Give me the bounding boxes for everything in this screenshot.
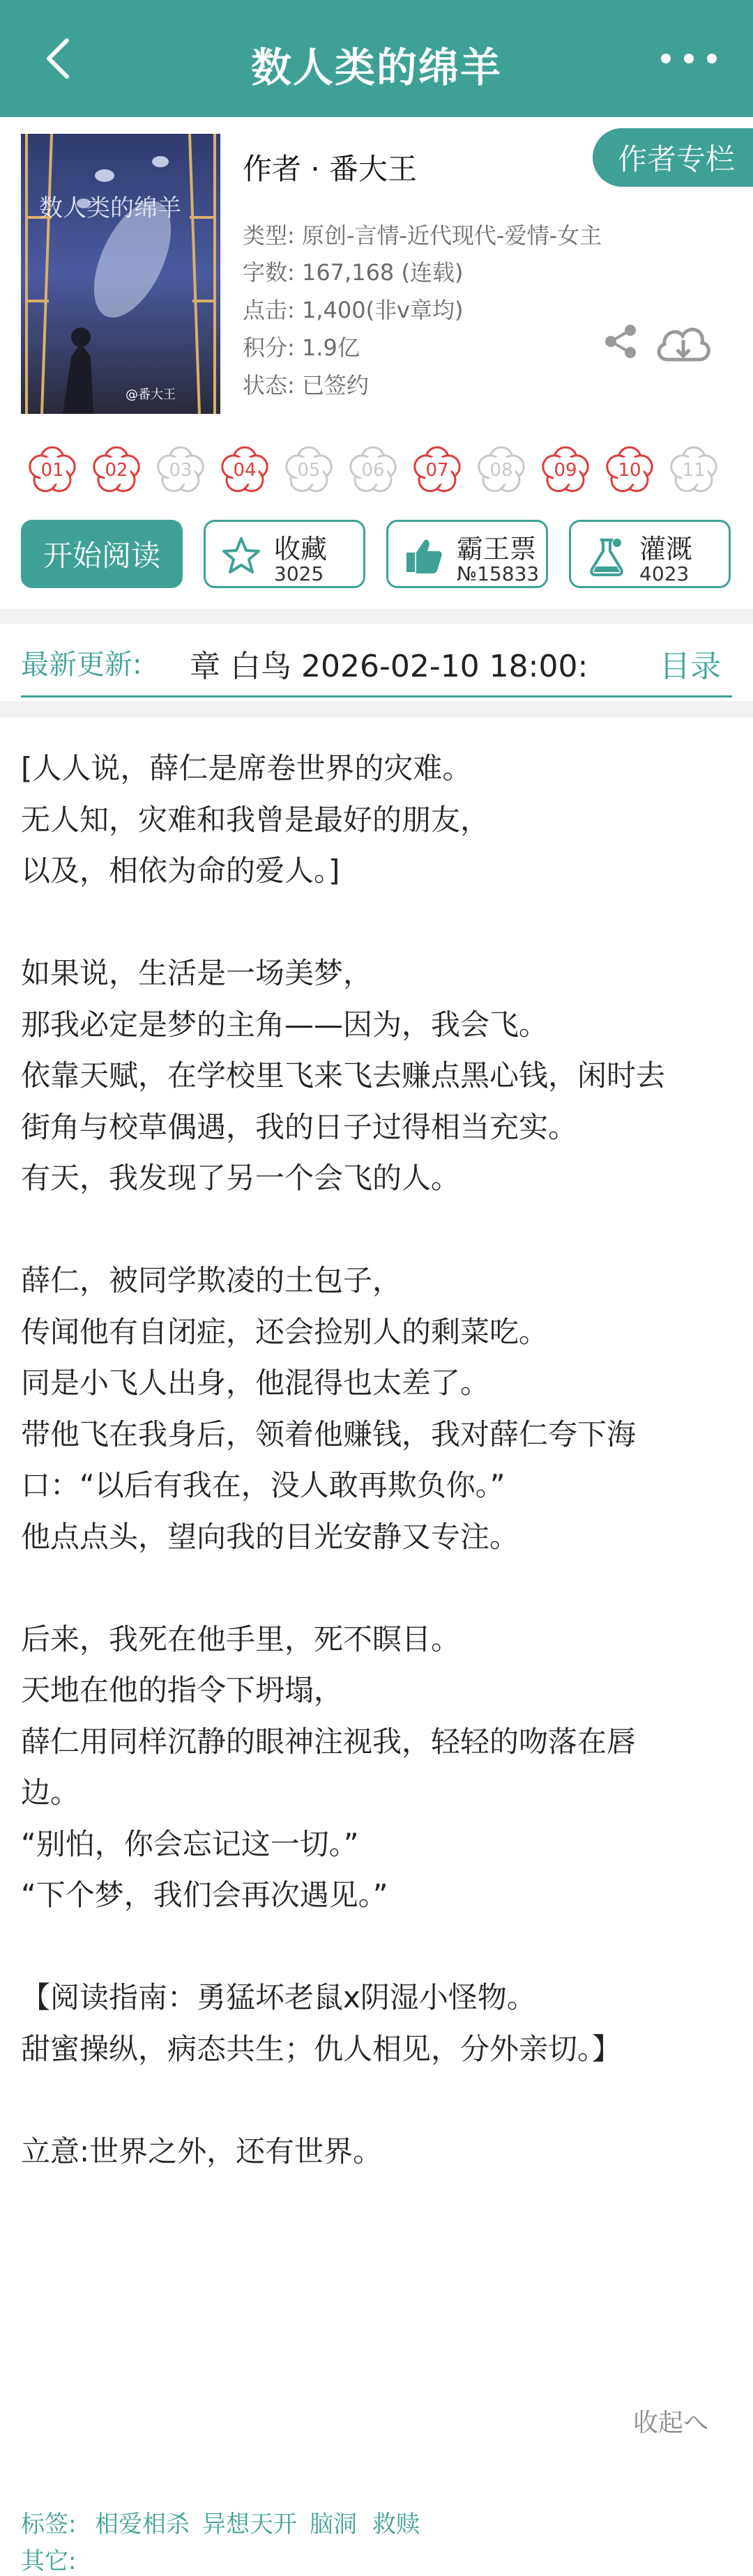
synopsis-line: 有天，我发现了另一个会飞的人。 <box>21 1161 461 1195</box>
more-dots-icon <box>661 54 671 63</box>
flower-rating-11: 11 <box>667 443 721 498</box>
latest-update-text[interactable]: 章 白鸟 2026-02-10 18:00: <box>190 649 588 684</box>
flower-rating-8: 08 <box>474 443 528 498</box>
page-title: 数人类的绵羊 <box>250 44 502 91</box>
divider <box>0 609 753 624</box>
more-button[interactable] <box>661 45 717 72</box>
start-reading-button[interactable]: 开始阅读 <box>21 520 183 588</box>
synopsis-line: 无人知，灾难和我曾是最好的朋友， <box>21 802 490 837</box>
synopsis-line: 传闻他有自闭症，还会捡别人的剩菜吃。 <box>21 1314 549 1349</box>
tags-label: 标签: <box>21 2511 77 2538</box>
flower-rating-9: 09 <box>538 443 593 498</box>
synopsis-line: [人人说，薛仁是席卷世界的灾难。 <box>21 751 472 785</box>
flower-rating-10: 10 <box>602 443 657 498</box>
sign-status: 状态: 已签约 <box>243 372 369 399</box>
flower-rating-1: 01 <box>25 443 79 498</box>
other-label: 其它: <box>21 2547 77 2575</box>
cloud-download-icon[interactable] <box>653 319 713 368</box>
nutrient-button[interactable] <box>569 520 731 588</box>
synopsis-line: “下个梦，我们会再次遇见。” <box>21 1878 388 1912</box>
book-type: 类型: 原创-言情-近代现代-爱情-女主 <box>243 222 602 249</box>
latest-update-row[interactable] <box>0 624 753 697</box>
tag-item[interactable]: 相爱相杀 <box>95 2511 190 2538</box>
synopsis-line: 口：“以后有我在，没人敢再欺负你。” <box>21 1468 505 1502</box>
svg-text:数人类的绵羊: 数人类的绵羊 <box>39 194 181 222</box>
tag-item[interactable]: 救赎 <box>372 2511 420 2538</box>
divider <box>0 701 753 718</box>
synopsis-line: 【阅读指南：勇猛坏老鼠x阴湿小怪物。 <box>21 1980 536 2014</box>
overlord-ticket-button[interactable] <box>386 520 548 588</box>
synopsis-line: 那我必定是梦的主角——因为，我会飞。 <box>21 1007 549 1042</box>
star-icon <box>221 536 261 576</box>
favorite-button[interactable] <box>204 520 365 588</box>
flower-rating-7: 07 <box>410 443 464 498</box>
tag-item[interactable]: 异想天开 <box>202 2511 297 2538</box>
synopsis-line: 后来，我死在他手里，死不瞑目。 <box>21 1621 461 1656</box>
tag-item[interactable]: 脑洞 <box>310 2511 357 2538</box>
cover-signature: @番大王 <box>126 387 176 402</box>
author-name[interactable]: 作者 · 番大王 <box>243 152 418 186</box>
flower-rating-5: 05 <box>282 443 336 498</box>
synopsis-line: 边。 <box>21 1775 80 1810</box>
flask-icon <box>586 536 627 576</box>
flower-rating-4: 04 <box>218 443 272 498</box>
synopsis-line: 以及，相依为命的爱人。] <box>21 854 340 888</box>
click-count: 点击: 1,400(非v章均) <box>243 297 464 323</box>
thumbs-up-icon <box>404 536 444 576</box>
score: 积分: 1.9亿 <box>243 334 360 361</box>
author-column-button[interactable]: 作者专栏 <box>593 128 753 187</box>
flower-rating-row <box>25 443 729 499</box>
synopsis-line: 街角与校草偶遇，我的日子过得相当充实。 <box>21 1109 578 1144</box>
synopsis-line: 立意:世界之外，还有世界。 <box>21 2134 383 2168</box>
flower-rating-3: 03 <box>153 443 208 498</box>
synopsis-line: 甜蜜操纵，病态共生；仇人相见，分外亲切。】 <box>21 2031 622 2066</box>
synopsis-line: 依靠天赋，在学校里飞来飞去赚点黑心钱，闲时去 <box>21 1058 666 1093</box>
synopsis-line: 如果说，生活是一场美梦， <box>21 956 373 990</box>
update-underline <box>21 695 732 697</box>
overlord-ticket-label: 霸王票 <box>457 534 537 564</box>
share-icon[interactable] <box>601 322 640 361</box>
synopsis-line: 薛仁用同样沉静的眼神注视我，轻轻的吻落在唇 <box>21 1724 637 1759</box>
overlord-ticket-count: №15833 <box>457 562 540 585</box>
book-cover[interactable] <box>21 134 220 414</box>
nutrient-label: 灌溉 <box>639 534 693 564</box>
favorite-count: 3025 <box>274 562 324 585</box>
synopsis-line: “别怕，你会忘记这一切。” <box>21 1826 359 1861</box>
synopsis-line: 薛仁，被同学欺凌的土包子， <box>21 1263 402 1297</box>
flower-rating-6: 06 <box>346 443 400 498</box>
collapse-button[interactable]: 收起へ <box>633 2409 709 2437</box>
top-app-bar <box>0 0 753 117</box>
synopsis-line: 带他飞在我身后，领着他赚钱，我对薛仁夸下海 <box>21 1417 637 1451</box>
table-of-contents-link[interactable]: 目录 <box>660 649 721 684</box>
synopsis-line: 他点点头，望向我的目光安静又专注。 <box>21 1519 519 1554</box>
synopsis-line: 同是小飞人出身，他混得也太差了。 <box>21 1366 490 1400</box>
favorite-label: 收藏 <box>274 534 328 564</box>
nutrient-count: 4023 <box>639 562 690 585</box>
synopsis-line: 天地在他的指令下坍塌， <box>21 1673 344 1707</box>
word-count: 字数: 167,168 (连载) <box>243 259 464 286</box>
latest-update-label: 最新更新: <box>21 649 142 681</box>
flower-rating-2: 02 <box>89 443 144 498</box>
